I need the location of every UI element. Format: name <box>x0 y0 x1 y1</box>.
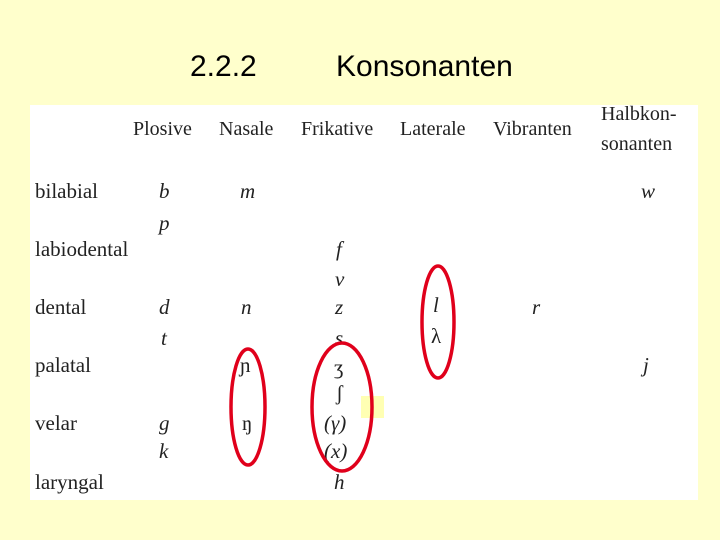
column-header-vibranten: Vibranten <box>493 118 572 140</box>
column-header-frikative: Frikative <box>301 118 374 140</box>
cell-bilabial-halbkonsonant-w: w <box>641 179 656 203</box>
row-label-labiodental: labiodental <box>35 237 129 261</box>
cell-bilabial-nasal-m: m <box>240 179 256 203</box>
cell-palatal-frikativ-ezh: ʒ <box>334 355 344 379</box>
column-header-plosive: Plosive <box>133 118 192 140</box>
row-label-laryngal: laryngal <box>35 470 104 494</box>
column-header-laterale: Laterale <box>400 118 466 140</box>
cell-dental-lateral-lambda: λ <box>431 324 442 348</box>
row-label-bilabial: bilabial <box>35 179 98 203</box>
slide-title: Konsonanten <box>336 50 513 83</box>
column-header-halbkonsonanten-line2: sonanten <box>601 133 673 155</box>
cell-bilabial-plosive-p: p <box>159 211 170 235</box>
consonant-table <box>30 105 698 500</box>
column-header-nasale: Nasale <box>219 118 274 140</box>
cell-dental-plosive-t: t <box>161 326 167 350</box>
cell-dental-nasal-n: n <box>241 295 252 319</box>
cell-palatal-frikativ-esh: ʃ <box>336 381 343 405</box>
cell-dental-frikativ-z: z <box>335 295 344 319</box>
cell-labiodental-frikativ-f: f <box>336 237 342 261</box>
column-header-halbkonsonanten-line1: Halbkon- <box>601 103 677 125</box>
cell-dental-lateral-l: l <box>433 293 439 317</box>
cell-velar-frikativ-gamma: (γ) <box>324 411 347 435</box>
cell-dental-plosive-d: d <box>159 295 170 319</box>
cell-labiodental-frikativ-v: v <box>335 267 345 291</box>
cell-laryngal-frikativ-h: h <box>334 470 345 494</box>
cell-velar-plosive-g: g <box>159 411 170 435</box>
cell-velar-nasal-eng: ŋ <box>242 411 253 435</box>
row-label-palatal: palatal <box>35 353 91 377</box>
highlight-annotations <box>30 105 698 500</box>
cell-velar-frikativ-x: (x) <box>324 439 348 463</box>
cell-palatal-halbkonsonant-j: j <box>643 353 649 377</box>
nasal-highlight-ellipse <box>231 349 265 465</box>
cell-velar-plosive-k: k <box>159 439 169 463</box>
cell-bilabial-plosive-b: b <box>159 179 170 203</box>
row-label-velar: velar <box>35 411 77 435</box>
cell-palatal-nasal: ɲ <box>240 353 251 377</box>
row-label-dental: dental <box>35 295 87 319</box>
slide-section-number: 2.2.2 <box>190 50 257 83</box>
cell-dental-vibrant-r: r <box>532 295 541 319</box>
cell-dental-frikativ-s: s <box>335 326 344 350</box>
lateral-highlight-ellipse <box>422 266 454 378</box>
